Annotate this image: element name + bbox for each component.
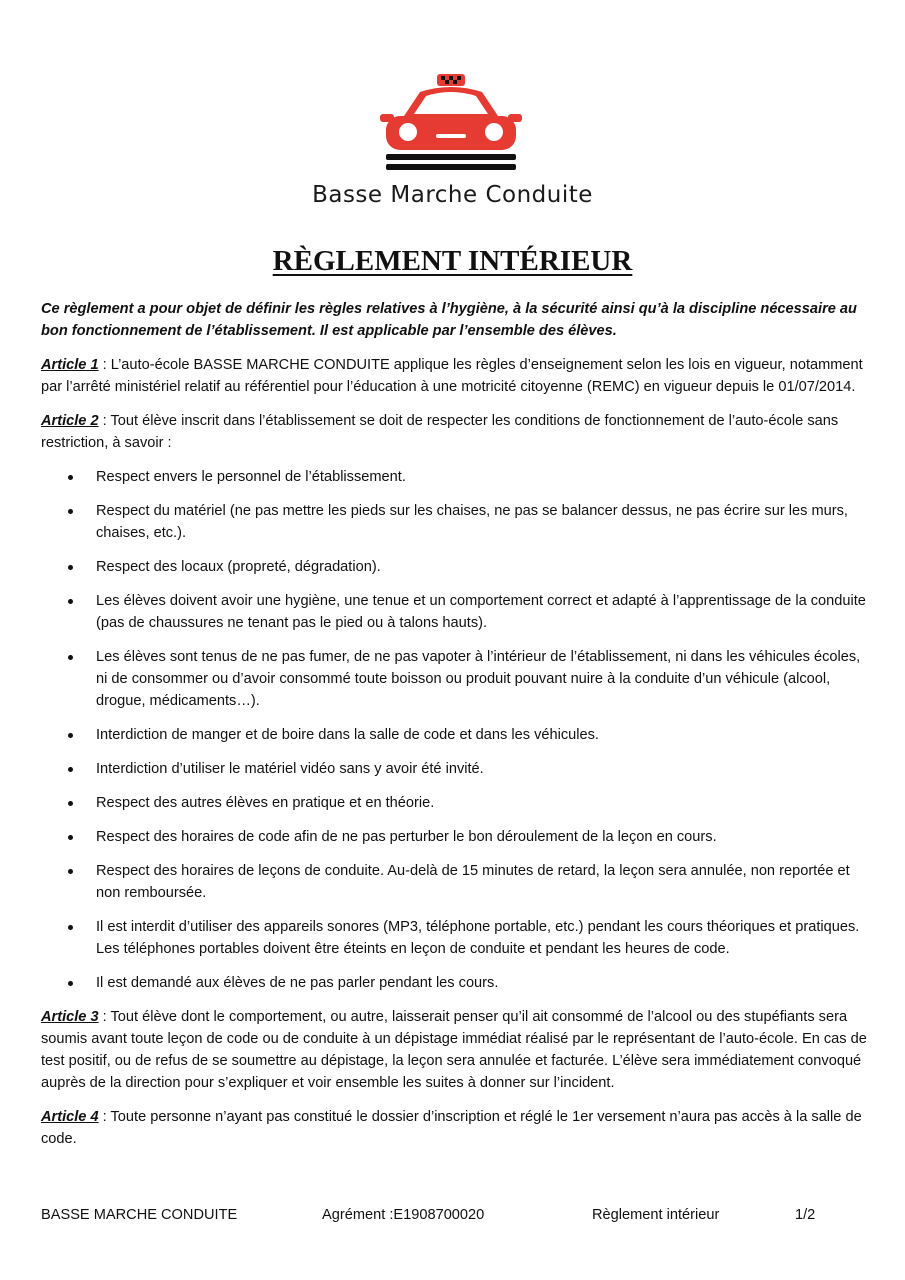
list-item: Les élèves sont tenus de ne pas fumer, de ne pas vapoter à l’intérieur de l’établissement, ni dans les véhicules écoles, ni de consommer ou d’avoir consommé toute boisson ou produit pouvant nuire à la conduite d’un véhicule (alcool, drogue, médicaments…). [41,646,871,712]
list-item: Respect des horaires de leçons de conduite. Au-delà de 15 minutes de retard, la leçon sera annulée, non reportée et non remboursée. [41,860,871,904]
article-1 [41,354,871,398]
bullet-icon [68,869,73,874]
article-label: Article 2 [41,413,99,429]
article-text: : Tout élève inscrit dans l’établissement se doit de respecter les conditions de fonctionnement de l’auto-école sans restriction, à savoir : [41,413,839,451]
rules-list [41,466,871,994]
bullet-icon [68,925,73,930]
taxi-car-logo-icon [380,72,522,176]
list-item: Il est demandé aux élèves de ne pas parler pendant les cours. [41,972,871,994]
list-item: Interdiction d’utiliser le matériel vidéo sans y avoir été invité. [41,758,871,780]
list-item: Respect des horaires de code afin de ne pas perturber le bon déroulement de la leçon en cours. [41,826,871,848]
article-text: : Toute personne n’ayant pas constitué le dossier d’inscription et réglé le 1er versement n’aura pas accès à la salle de code. [41,1109,862,1147]
list-item: Respect du matériel (ne pas mettre les pieds sur les chaises, ne pas se balancer dessus, ne pas écrire sur les murs, chaises, etc.). [41,500,871,544]
article-label: Article 1 [41,357,99,373]
bullet-icon [68,565,73,570]
bullet-icon [68,835,73,840]
bullet-icon [68,475,73,480]
article-2 [41,410,871,454]
page-title: RÈGLEMENT INTÉRIEUR [272,245,633,277]
list-item: Respect envers le personnel de l’établissement. [41,466,871,488]
bullet-icon [68,733,73,738]
article-text: : Tout élève dont le comportement, ou autre, laisserait penser qu’il ait consommé de l’alcool ou des stupéfiants sera soumis avant toute leçon de code ou de conduite à un dépistage immédiat réalisé par le représentant de l’auto-école. En cas de test positif, ou de refus de se soumettre au dépistage, la leçon sera annulée et facturée. L’élève sera immédiatement convoqué auprès de la direction pour s’expliquer et voir ensemble les suites à donner sur l’incident. [41,1009,867,1091]
bullet-icon [68,509,73,514]
bullet-icon [68,981,73,986]
article-text: : L’auto-école BASSE MARCHE CONDUITE applique les règles d’enseignement selon les lois en vigueur, notamment par l’arrêté ministériel relatif au référentiel pour l’éducation à une motricité citoyenne (REMC) en vigueur depuis le 01/07/2014. [41,357,863,395]
brand-name: Basse Marche Conduite [312,182,593,208]
bullet-icon [68,767,73,772]
intro-paragraph: Ce règlement a pour objet de définir les règles relatives à l’hygiène, à la sécurité ainsi qu’à la discipline nécessaire au bon fonctionnement de l’établissement. Il est applicable par l’ensemble des élèves. [41,301,857,339]
footer-company: BASSE MARCHE CONDUITE [41,1207,238,1223]
bullet-icon [68,801,73,806]
list-item: Il est interdit d’utiliser des appareils sonores (MP3, téléphone portable, etc.) pendant les cours théoriques et pratiques. Les téléphones portables doivent être éteints en leçon de conduite et pendant les heures de code. [41,916,871,960]
article-3 [41,1006,871,1094]
bullet-icon [68,655,73,660]
footer-doc-name: Règlement intérieur [592,1207,720,1223]
list-item: Respect des locaux (propreté, dégradation). [41,556,871,578]
footer-agrement: Agrément :E1908700020 [322,1207,485,1223]
article-label: Article 4 [41,1109,99,1125]
list-item: Interdiction de manger et de boire dans la salle de code et dans les véhicules. [41,724,871,746]
list-item: Les élèves doivent avoir une hygiène, une tenue et un comportement correct et adapté à l’apprentissage de la conduite (pas de chaussures ne tenant pas le pied ou à talons hauts). [41,590,871,634]
document-body [41,298,871,1162]
bullet-icon [68,599,73,604]
list-item: Respect des autres élèves en pratique et en théorie. [41,792,871,814]
article-4 [41,1106,871,1150]
page-footer [0,1207,905,1229]
article-label: Article 3 [41,1009,99,1025]
footer-page-number: 1/2 [795,1207,816,1223]
